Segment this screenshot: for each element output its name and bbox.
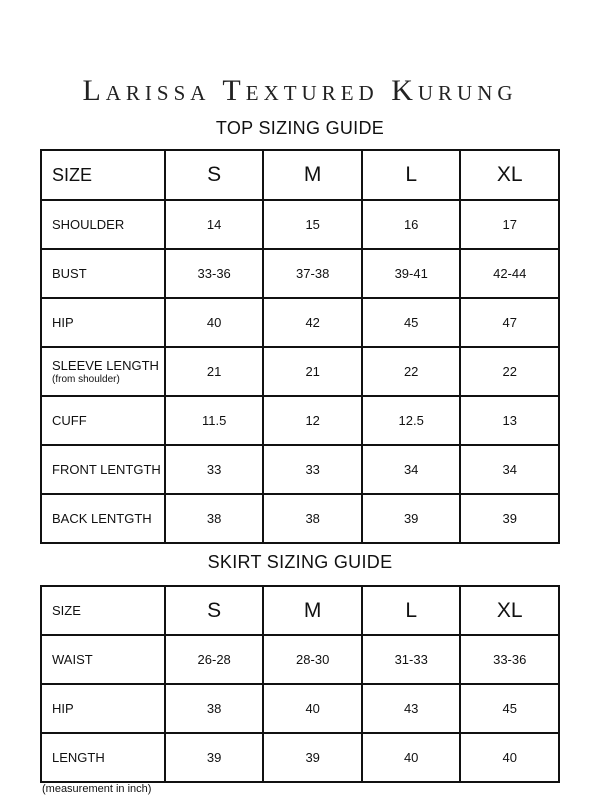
size-m-header: M [263, 150, 362, 200]
table-cell: 31-33 [362, 635, 461, 684]
table-row [41, 200, 559, 249]
table-row [41, 635, 559, 684]
size-l-header: L [362, 586, 461, 635]
top-sizing-table [40, 149, 560, 544]
table-row [41, 249, 559, 298]
table-cell: 11.5 [165, 396, 264, 445]
table-cell: 40 [460, 733, 559, 782]
row-label: WAIST [41, 635, 165, 684]
table-cell: 12 [263, 396, 362, 445]
table-cell: 15 [263, 200, 362, 249]
table-cell: 33-36 [165, 249, 264, 298]
table-cell: 13 [460, 396, 559, 445]
table-header-row [41, 586, 559, 635]
table-cell: 21 [165, 347, 264, 396]
page-title: Larissa Textured Kurung [82, 74, 518, 107]
table-cell: 40 [362, 733, 461, 782]
skirt-sizing-table [40, 585, 560, 783]
table-cell: 39 [362, 494, 461, 543]
table-cell: 17 [460, 200, 559, 249]
row-label-note: (from shoulder) [52, 374, 120, 385]
table-cell: 39 [460, 494, 559, 543]
table-cell: 26-28 [165, 635, 264, 684]
table-cell: 39 [263, 733, 362, 782]
table-cell: 45 [460, 684, 559, 733]
row-label: CUFF [41, 396, 165, 445]
table-cell: 47 [460, 298, 559, 347]
measurement-unit-note: (measurement in inch) [42, 783, 152, 795]
row-label: FRONT LENTGTH [41, 445, 165, 494]
table-cell: 16 [362, 200, 461, 249]
table-cell: 39-41 [362, 249, 461, 298]
row-label: BUST [41, 249, 165, 298]
table-cell: 40 [165, 298, 264, 347]
table-row [41, 494, 559, 543]
table-row [41, 684, 559, 733]
table-cell: 28-30 [263, 635, 362, 684]
size-s-header: S [165, 586, 264, 635]
size-s-header: S [165, 150, 264, 200]
size-l-header: L [362, 150, 461, 200]
table-cell: 21 [263, 347, 362, 396]
table-cell: 37-38 [263, 249, 362, 298]
table-cell: 39 [165, 733, 264, 782]
table-cell: 33-36 [460, 635, 559, 684]
row-label: HIP [41, 684, 165, 733]
table-cell: 45 [362, 298, 461, 347]
row-label [41, 347, 165, 396]
table-row [41, 733, 559, 782]
size-header-cell: SIZE [41, 150, 165, 200]
table-row [41, 396, 559, 445]
table-row [41, 347, 559, 396]
skirt-sizing-heading: SKIRT SIZING GUIDE [207, 552, 393, 572]
table-cell: 43 [362, 684, 461, 733]
table-cell: 38 [263, 494, 362, 543]
table-cell: 34 [460, 445, 559, 494]
top-sizing-heading: TOP SIZING GUIDE [215, 118, 385, 138]
row-label: BACK LENTGTH [41, 494, 165, 543]
row-label: SHOULDER [41, 200, 165, 249]
table-cell: 40 [263, 684, 362, 733]
table-cell: 22 [460, 347, 559, 396]
row-label-text: SLEEVE LENGTH [52, 358, 159, 373]
table-header-row [41, 150, 559, 200]
size-header-cell: SIZE [41, 586, 165, 635]
table-cell: 12.5 [362, 396, 461, 445]
size-xl-header: XL [460, 586, 559, 635]
table-row [41, 298, 559, 347]
table-cell: 38 [165, 684, 264, 733]
row-label: LENGTH [41, 733, 165, 782]
row-label: HIP [41, 298, 165, 347]
table-cell: 33 [165, 445, 264, 494]
table-cell: 38 [165, 494, 264, 543]
size-m-header: M [263, 586, 362, 635]
table-cell: 14 [165, 200, 264, 249]
size-xl-header: XL [460, 150, 559, 200]
table-row [41, 445, 559, 494]
table-cell: 33 [263, 445, 362, 494]
table-cell: 22 [362, 347, 461, 396]
table-cell: 42-44 [460, 249, 559, 298]
table-cell: 42 [263, 298, 362, 347]
table-cell: 34 [362, 445, 461, 494]
